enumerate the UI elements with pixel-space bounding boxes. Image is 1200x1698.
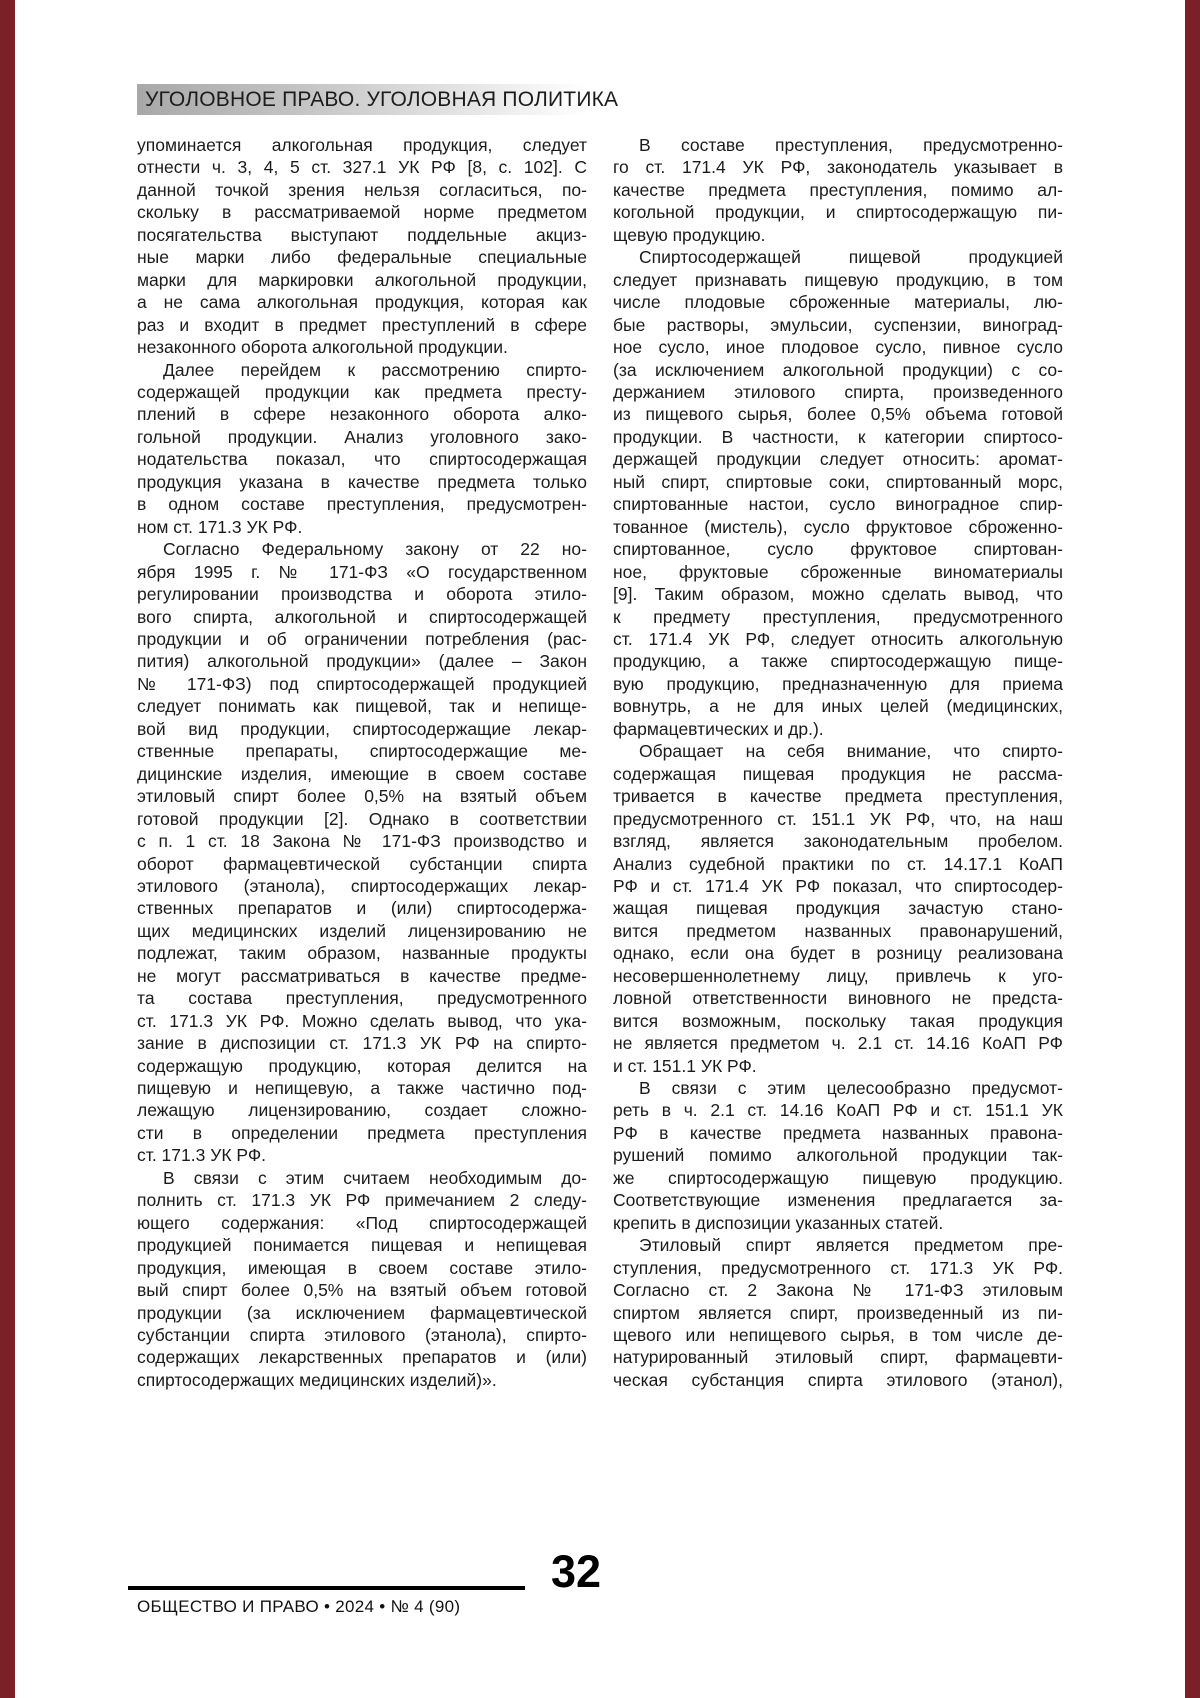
- text-line: продукцию, а также спиртосодержащую пище-: [613, 651, 1063, 672]
- text-line: вится возможным, поскольку такая продукция: [613, 1010, 1063, 1031]
- text-line: тривается в качестве предмета преступления,: [613, 786, 1063, 807]
- text-line: с п. 1 ст. 18 Закона № 171-ФЗ производство и: [137, 831, 587, 852]
- text-line: вую продукцию, предназначенную для приема: [613, 673, 1063, 694]
- text-line: В связи с этим считаем необходимым до-: [163, 1167, 587, 1188]
- text-line: № 171-ФЗ) под спиртосодержащей продукцией: [137, 673, 587, 694]
- text-line: В связи с этим целесообразно предусмот-: [639, 1078, 1063, 1099]
- text-line: упоминается алкогольная продукция, следует: [137, 135, 587, 155]
- text-line: [9]. Таким образом, можно сделать вывод, что: [613, 584, 1063, 605]
- text-line: когольной продукции, и спиртосодержащую пи-: [613, 202, 1063, 223]
- text-line: ные марки либо федеральные специальные: [137, 247, 587, 268]
- text-line: регулировании производства и оборота этило-: [137, 584, 587, 605]
- text-column-left: [137, 134, 587, 1391]
- text-line: та состава преступления, предусмотренного: [137, 988, 587, 1009]
- text-line: в одном составе преступления, предусмотрен-: [137, 494, 587, 515]
- text-line: ческая субстанция спирта этилового (этанол),: [613, 1369, 1063, 1390]
- text-line: плений в сфере незаконного оборота алко-: [137, 404, 587, 425]
- text-line: готовой продукции [2]. Однако в соответствии: [137, 808, 587, 829]
- text-line: однако, если она будет в розницу реализована: [613, 943, 1063, 964]
- left-edge-bar: [0, 0, 15, 1698]
- text-line: вой вид продукции, спиртосодержащие лекар-: [137, 718, 587, 739]
- text-line: скольку в рассматриваемой норме предметом: [137, 202, 587, 223]
- text-line: РФ и ст. 171.4 УК РФ показал, что спиртосодер-: [613, 875, 1063, 896]
- text-line: лежащую лицензированию, создает сложно-: [137, 1100, 587, 1121]
- text-line: Согласно ст. 2 Закона № 171-ФЗ этиловым: [613, 1280, 1063, 1301]
- text-line: пищевую и непищевую, а также частично под-: [137, 1078, 587, 1099]
- text-line: бые растворы, эмульсии, суспензии, виноград-: [613, 314, 1063, 335]
- text-line: крепить в диспозиции указанных статей.: [613, 1212, 944, 1233]
- page-number: 32: [550, 1546, 602, 1597]
- text-line: незаконного оборота алкогольной продукции.: [137, 337, 508, 358]
- text-line: продукции и об ограничении потребления (рас-: [137, 628, 587, 649]
- text-line: В составе преступления, предусмотренно-: [639, 135, 1063, 155]
- text-line: держащей продукции следует относить: аромат-: [613, 449, 1063, 470]
- text-line: ября 1995 г. № 171-ФЗ «О государственном: [137, 561, 587, 582]
- text-line: не могут рассматриваться в качестве предме-: [137, 965, 587, 986]
- text-line: спиртом является спирт, произведенный из пи-: [613, 1302, 1063, 1323]
- text-line: щевую продукцию.: [613, 224, 766, 245]
- text-line: рушений помимо алкогольной продукции так-: [613, 1145, 1063, 1166]
- text-line: жащая пищевая продукция зачастую стано-: [613, 898, 1063, 919]
- text-line: ное, фруктовые сброженные виноматериалы: [613, 561, 1063, 582]
- text-line: следует признавать пищевую продукцию, в том: [613, 269, 1063, 290]
- text-line: вится предметом названных правонарушений,: [613, 920, 1063, 941]
- text-line: качестве предмета преступления, помимо ал-: [613, 179, 1063, 200]
- text-line: содержащих лекарственных препаратов и (или): [137, 1347, 587, 1368]
- text-line: ственные препараты, спиртосодержащие ме-: [137, 741, 587, 762]
- text-line: го ст. 171.4 УК РФ, законодатель указывает в: [613, 157, 1063, 178]
- text-line: зание в диспозиции ст. 171.3 УК РФ на спирто-: [137, 1033, 587, 1054]
- text-line: тованное (мистель), сусло фруктовое сброженно-: [613, 516, 1063, 537]
- text-line: числе плодовые сброженные материалы, лю-: [613, 292, 1063, 313]
- text-line: ное сусло, иное плодовое сусло, пивное сусло: [613, 337, 1063, 358]
- text-line: вый спирт более 0,5% на взятый объем готовой: [137, 1280, 587, 1301]
- text-line: продукцией понимается пищевая и непищевая: [137, 1235, 587, 1256]
- text-line: ющего содержания: «Под спиртосодержащей: [137, 1212, 587, 1233]
- text-line: ступления, предусмотренного ст. 171.3 УК РФ.: [613, 1257, 1063, 1278]
- text-line: ственных препаратов и (или) спиртосодержа-: [137, 898, 587, 919]
- text-line: же спиртосодержащую пищевую продукцию.: [613, 1167, 1063, 1188]
- text-line: взгляд, является законодательным пробелом.: [613, 831, 1063, 852]
- text-line: полнить ст. 171.3 УК РФ примечанием 2 следу-: [137, 1190, 587, 1211]
- text-line: дицинские изделия, имеющие в своем составе: [137, 763, 587, 784]
- text-line: реть в ч. 2.1 ст. 14.16 КоАП РФ и ст. 151.1 УК: [613, 1100, 1063, 1121]
- footer-journal-line: ОБЩЕСТВО И ПРАВО • 2024 • № 4 (90): [137, 1597, 461, 1616]
- text-line: подлежат, таким образом, названные продукты: [137, 943, 587, 964]
- text-line: вовнутрь, а не для иных целей (медицинских,: [613, 696, 1063, 717]
- text-line: щих медицинских изделий лицензированию не: [137, 920, 587, 941]
- text-line: щевого или непищевого сырья, в том числе де-: [613, 1325, 1063, 1346]
- text-line: этилового (этанола), спиртосодержащих лекар-: [137, 875, 587, 896]
- text-line: сти в определении предмета преступления: [137, 1122, 587, 1143]
- text-line: продукции. В частности, к категории спиртосо-: [613, 426, 1063, 447]
- text-line: Согласно Федеральному закону от 22 но-: [163, 539, 587, 560]
- text-line: ный спирт, спиртовые соки, спиртованный морс,: [613, 471, 1063, 492]
- text-line: предусмотренного ст. 151.1 УК РФ, что, на наш: [613, 808, 1063, 829]
- text-line: Анализ судебной практики по ст. 14.17.1 КоАП: [613, 853, 1063, 874]
- text-line: ном ст. 171.3 УК РФ.: [137, 516, 303, 537]
- text-line: раз и входит в предмет преступлений в сфере: [137, 314, 587, 335]
- text-line: содержащей продукции как предмета престу-: [137, 381, 587, 402]
- text-line: Спиртосодержащей пищевой продукцией: [639, 247, 1063, 268]
- text-line: продукция, имеющая в своем составе этило-: [137, 1257, 587, 1278]
- text-line: фармацевтических и др.).: [613, 718, 824, 739]
- footer-rule: [128, 1586, 525, 1590]
- text-line: продукция указана в качестве предмета только: [137, 471, 587, 492]
- text-line: содержащая пищевая продукция не рассма-: [613, 763, 1063, 784]
- text-line: следует понимать как пищевой, так и непище-: [137, 696, 587, 717]
- text-line: Соответствующие изменения предлагается за-: [613, 1190, 1063, 1211]
- text-line: марки для маркировки алкогольной продукции,: [137, 269, 587, 290]
- text-line: не является предметом ч. 2.1 ст. 14.16 КоАП РФ: [613, 1033, 1063, 1054]
- text-line: этиловый спирт более 0,5% на взятый объем: [137, 786, 587, 807]
- text-column-right: [613, 134, 1063, 1391]
- text-line: данной точкой зрения нельзя согласиться, по-: [137, 179, 587, 200]
- section-title: УГОЛОВНОЕ ПРАВО. УГОЛОВНАЯ ПОЛИТИКА: [145, 87, 619, 111]
- text-line: Далее перейдем к рассмотрению спирто-: [163, 359, 587, 380]
- text-line: натурированный этиловый спирт, фармацевти-: [613, 1347, 1063, 1368]
- text-line: к предмету преступления, предусмотренного: [613, 606, 1063, 627]
- text-line: гольной продукции. Анализ уголовного зако-: [137, 426, 587, 447]
- right-edge-bar: [1185, 0, 1200, 1698]
- text-line: субстанции спирта этилового (этанола), спирто-: [137, 1325, 587, 1346]
- text-line: спиртосодержащих медицинских изделий)».: [137, 1369, 497, 1390]
- text-line: Обращает на себя внимание, что спирто-: [639, 741, 1063, 762]
- text-line: продукции (за исключением фармацевтической: [137, 1302, 587, 1323]
- text-line: ст. 171.3 УК РФ.: [137, 1145, 267, 1166]
- text-line: посягательства выступают поддельные акциз-: [137, 224, 587, 245]
- text-line: (за исключением алкогольной продукции) с со-: [613, 359, 1063, 380]
- text-line: держанием этилового спирта, произведенного: [613, 381, 1063, 402]
- text-line: нодательства показал, что спиртосодержащая: [137, 449, 587, 470]
- text-line: РФ в качестве предмета названных правона-: [613, 1122, 1063, 1143]
- text-line: оборот фармацевтической субстанции спирта: [137, 853, 587, 874]
- text-line: содержащую продукцию, которая делится на: [137, 1055, 587, 1076]
- text-line: вого спирта, алкогольной и спиртосодержащей: [137, 606, 587, 627]
- text-line: спиртованное, сусло фруктовое спиртован-: [613, 539, 1063, 560]
- text-line: ст. 171.3 УК РФ. Можно сделать вывод, что ука-: [137, 1010, 587, 1031]
- text-line: пития) алкогольной продукции» (далее – Закон: [137, 651, 587, 672]
- text-line: спиртованные настои, сусло виноградное спир-: [613, 494, 1063, 515]
- text-line: отнести ч. 3, 4, 5 ст. 327.1 УК РФ [8, с. 102]. С: [137, 157, 587, 178]
- text-line: из пищевого сырья, более 0,5% объема готовой: [613, 404, 1063, 425]
- text-line: ловной ответственности виновного не предста-: [613, 988, 1063, 1009]
- text-line: ст. 171.4 УК РФ, следует относить алкогольную: [613, 628, 1063, 649]
- text-line: и ст. 151.1 УК РФ.: [613, 1055, 757, 1076]
- section-header-bar: [137, 84, 619, 115]
- text-line: а не сама алкогольная продукция, которая как: [137, 292, 587, 313]
- text-line: Этиловый спирт является предметом пре-: [639, 1235, 1063, 1256]
- text-line: несовершеннолетнему лицу, привлечь к уго-: [613, 965, 1063, 986]
